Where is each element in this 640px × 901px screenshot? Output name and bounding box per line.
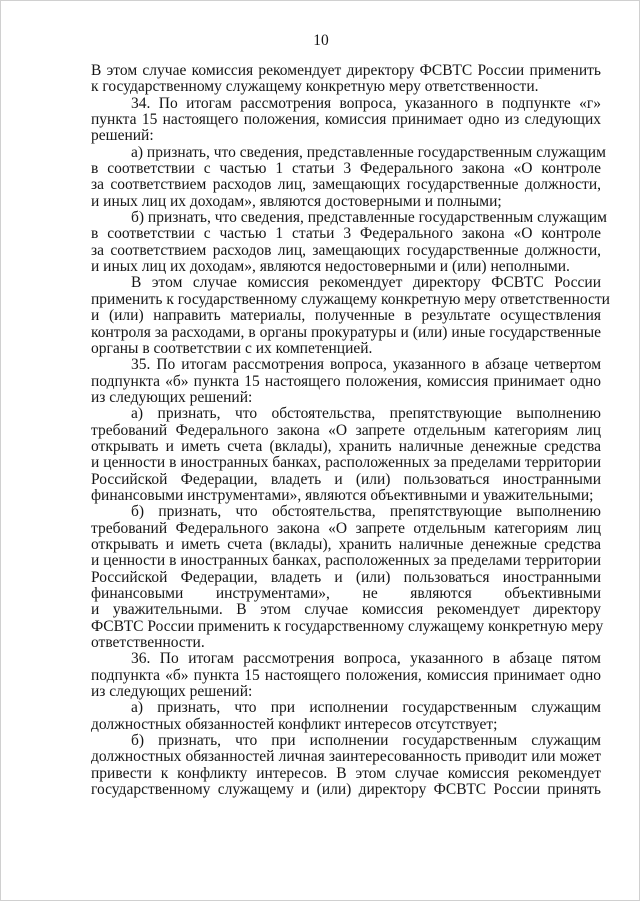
text-line: ФСВТС России применить к государственному служащему конкретную меру <box>91 617 604 635</box>
text-line: 35. По итогам рассмотрения вопроса, указанного в абзаце четвертом <box>131 356 601 374</box>
text-line: за соответствием расходов лиц, замещающих государственные должности, <box>91 176 601 194</box>
text-line: требований Федерального закона «О запрете отдельным категориям лиц <box>91 519 601 537</box>
text-line: подпункта «б» пункта 15 настоящего положения, комиссия принимает одно <box>91 372 601 390</box>
text-line: должностных обязанностей конфликт интересов отсутствует; <box>91 715 498 733</box>
text-line: органы в соответствии с их компетенцией. <box>91 339 373 357</box>
text-line: из следующих решений: <box>91 683 253 701</box>
text-line: государственному служащему и (или) директору ФСВТС России принять <box>91 781 601 799</box>
text-line: подпункта «б» пункта 15 настоящего положения, комиссия принимает одно <box>91 666 601 684</box>
text-line: и иных лиц их доходам», являются достоверными и полными; <box>91 192 502 210</box>
text-line: В этом случае комиссия рекомендует директору ФСВТС России <box>131 274 601 292</box>
text-line: 34. По итогам рассмотрения вопроса, указанного в подпункте «г» <box>131 94 601 112</box>
text-line: а) признать, что обстоятельства, препятствующие выполнению <box>131 405 601 423</box>
text-line: за соответствием расходов лиц, замещающих государственные должности, <box>91 241 601 259</box>
text-line: а) признать, что при исполнении государственным служащим <box>131 699 601 717</box>
text-line: Российской Федерации, владеть и (или) пользоваться иностранными <box>91 568 601 586</box>
text-line: открывать и иметь счета (вклады), хранить наличные денежные средства <box>91 437 601 455</box>
text-line: применить к государственному служащему конкретную меру ответственности <box>91 290 610 308</box>
text-line: из следующих решений: <box>91 388 253 406</box>
page-number: 10 <box>313 32 329 49</box>
text-line: должностных обязанностей личная заинтересованность приводит или может <box>91 748 601 766</box>
text-line: открывать и иметь счета (вклады), хранить наличные денежные средства <box>91 535 601 553</box>
text-line: финансовыми инструментами», не являются объективными <box>91 585 601 602</box>
text-line: контроля за расходами, в органы прокуратуры и (или) иные государственные <box>91 323 601 341</box>
text-line: б) признать, что сведения, представленные государственным служащим <box>131 209 607 227</box>
document-body <box>91 62 610 799</box>
text-line: привести к конфликту интересов. В этом случае комиссия рекомендует <box>91 764 601 782</box>
text-line: и уважительными. В этом случае комиссия рекомендует директору <box>91 601 601 619</box>
text-line: и ценности в иностранных банках, расположенных за пределами территории <box>91 552 601 570</box>
text-line: и (или) направить материалы, полученные в результате осуществления <box>91 307 601 325</box>
text-line: пункта 15 настоящего положения, комиссия принимает одно из следующих <box>91 111 601 129</box>
text-line: б) признать, что обстоятельства, препятствующие выполнению <box>131 503 601 521</box>
text-line: к государственному служащему конкретную меру ответственности. <box>91 78 539 96</box>
text-line: и иных лиц их доходам», являются недостоверными и (или) неполными. <box>91 258 570 276</box>
text-line: Российской Федерации, владеть и (или) пользоваться иностранными <box>91 470 601 488</box>
text-line: ответственности. <box>91 634 205 652</box>
text-line: 36. По итогам рассмотрения вопроса, указанного в абзаце пятом <box>131 650 601 668</box>
text-line: и ценности в иностранных банках, расположенных за пределами территории <box>91 454 601 472</box>
text-line: в соответствии с частью 1 статьи 3 Федерального закона «О контроле <box>91 225 601 243</box>
text-line: требований Федерального закона «О запрете отдельным категориям лиц <box>91 421 601 439</box>
text-line: б) признать, что при исполнении государственным служащим <box>131 732 601 750</box>
text-line: в соответствии с частью 1 статьи 3 Федерального закона «О контроле <box>91 160 601 178</box>
text-line: финансовыми инструментами», являются объективными и уважительными; <box>91 486 594 504</box>
text-line: В этом случае комиссия рекомендует директору ФСВТС России применить <box>91 62 601 79</box>
text-line: а) признать, что сведения, представленные государственным служащим <box>131 143 606 161</box>
text-line: решений: <box>91 127 154 145</box>
